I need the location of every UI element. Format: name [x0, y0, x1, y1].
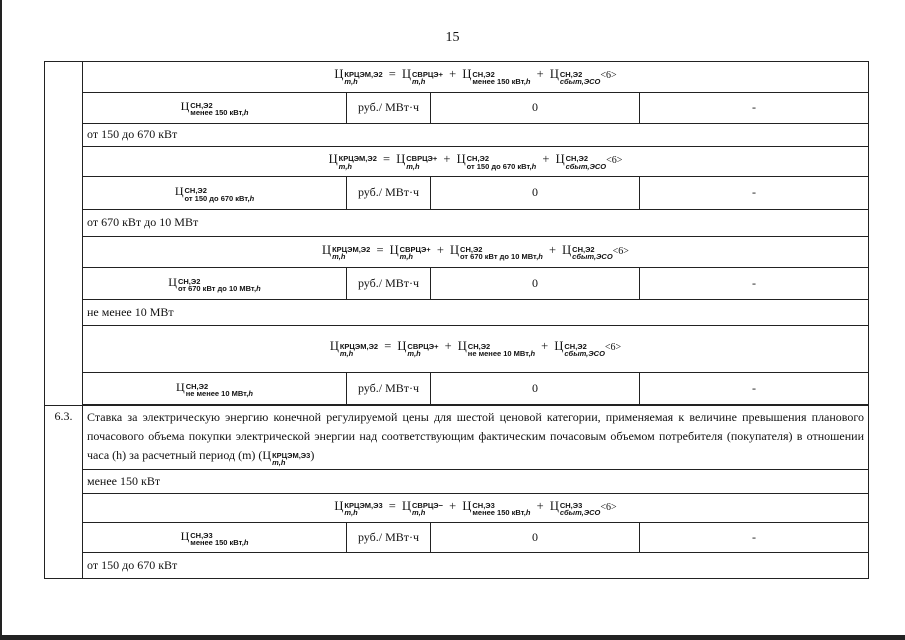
value-cell: 0 [431, 267, 640, 300]
scan-border-left [0, 0, 2, 640]
item-number-6-3: 6.3. [45, 406, 83, 579]
unit-cell: руб./ МВт·ч [347, 522, 431, 553]
param-row [45, 267, 869, 300]
scan-border-bottom [0, 635, 905, 640]
item-6-3-text: Ставка за электрическую энергию конечной регулируемой цены для шестой ценовой категории, применяемая к величине превышения планового почасового объема покупки электрической энергии над соответствующим фактическим почасовым объемом потребителя (покупателя) в отношении часа (h) за расчетный период (m) (Ц КРЦЭМ,Э3 m,h ) [83, 406, 869, 470]
unit-cell: руб./ МВт·ч [347, 267, 431, 300]
formula-ge10-e2: Ц КРЦЭМ,Э2 m,h = Ц СВРЦЭ+ m,h + Ц СН,Э2 не менее 10 МВт,h + Ц СН,Э2 сбыт,ЭСО <6> [83, 325, 869, 372]
param-670-10-e2: Ц СН,Э2 от 670 кВт до 10 МВт,h [83, 267, 347, 300]
page-number: 15 [445, 30, 460, 45]
param-150-670-e2: Ц СН,Э2 от 150 до 670 кВт,h [83, 177, 347, 210]
param-ge10-e2: Ц СН,Э2 не менее 10 МВт,h [83, 372, 347, 405]
item-number-cell [45, 62, 83, 406]
param-row [45, 522, 869, 553]
range-670-10: от 670 кВт до 10 МВт [83, 209, 869, 237]
range-row [45, 300, 869, 325]
range-row [45, 469, 869, 493]
range-150-670: от 150 до 670 кВт [83, 124, 869, 146]
formula-150-670-e2: Ц КРЦЭМ,Э2 m,h = Ц СВРЦЭ+ m,h + Ц СН,Э2 от 150 до 670 кВт,h + Ц СН,Э2 сбыт,ЭСО <6> [83, 146, 869, 177]
range-ge10: не менее 10 МВт [83, 300, 869, 325]
range-lt150: менее 150 кВт [83, 469, 869, 493]
formula-lt150-e3: Ц КРЦЭМ,Э3 m,h = Ц СВРЦЭ− m,h + Ц СН,Э3 менее 150 кВт,h + Ц СН,Э3 сбыт,ЭСО <6> [83, 494, 869, 523]
param-lt150-e3: Ц СН,Э3 менее 150 кВт,h [83, 522, 347, 553]
formula-row [45, 494, 869, 523]
dash-cell: - [640, 522, 869, 553]
formula-row [45, 62, 869, 93]
dash-cell: - [640, 177, 869, 210]
value-cell: 0 [431, 92, 640, 124]
range-row [45, 209, 869, 237]
unit-cell: руб./ МВт·ч [347, 177, 431, 210]
unit-cell: руб./ МВт·ч [347, 372, 431, 405]
param-row [45, 177, 869, 210]
dash-cell: - [640, 267, 869, 300]
value-cell: 0 [431, 177, 640, 210]
unit-cell: руб./ МВт·ч [347, 92, 431, 124]
value-cell: 0 [431, 522, 640, 553]
range-150-670-e3: от 150 до 670 кВт [83, 553, 869, 579]
param-row [45, 372, 869, 405]
range-row [45, 553, 869, 579]
param-lt150-e2: Ц СН,Э2 менее 150 кВт,h [83, 92, 347, 124]
formula-row [45, 237, 869, 268]
dash-cell: - [640, 372, 869, 405]
formula-row [45, 146, 869, 177]
formula-row [45, 325, 869, 372]
formula-670-10-e2: Ц КРЦЭМ,Э2 m,h = Ц СВРЦЭ+ m,h + Ц СН,Э2 от 670 кВт до 10 МВт,h + Ц СН,Э2 сбыт,ЭСО <6> [83, 237, 869, 268]
formula-lt150-e2: Ц КРЦЭМ,Э2 m,h = Ц СВРЦЭ+ m,h + Ц СН,Э2 менее 150 кВт,h + Ц СН,Э2 сбыт,ЭСО <6> [83, 62, 869, 93]
value-cell: 0 [431, 372, 640, 405]
range-row [45, 124, 869, 146]
item-6-3-row [45, 406, 869, 470]
param-row [45, 92, 869, 124]
tariff-table [44, 61, 869, 579]
dash-cell: - [640, 92, 869, 124]
